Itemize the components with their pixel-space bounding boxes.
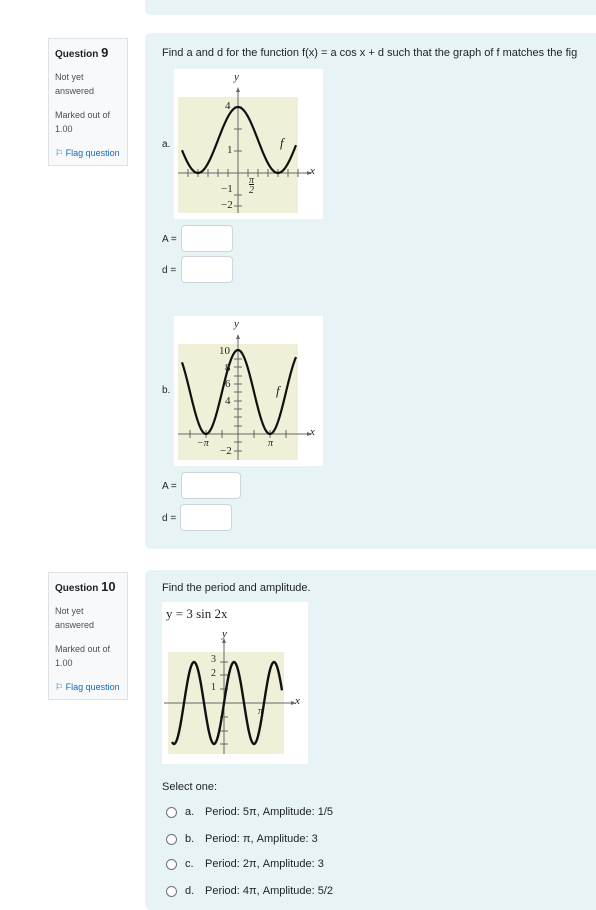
x-tick-label: −π [197, 438, 209, 449]
y-tick-label: 10 [219, 345, 230, 357]
flag-question-link[interactable]: ⚐ Flag question [55, 682, 120, 692]
y-axis-label: y [234, 318, 239, 330]
select-one-label: Select one: [162, 781, 218, 793]
y-axis-label: y [222, 628, 227, 640]
y-tick-label: 1 [211, 682, 216, 693]
field-label-a-d: d = [162, 265, 177, 276]
y-axis-label: y [234, 71, 239, 83]
field-label-b-d: d = [162, 513, 177, 524]
field-label-a-A: A = [162, 234, 177, 245]
x-axis-label: x [310, 165, 315, 177]
question-info-10 [48, 572, 128, 700]
x-axis-label: x [310, 426, 315, 438]
graph-q10 [162, 602, 308, 764]
part-label-a: a. [162, 139, 171, 150]
option-text: Period: 5π, Amplitude: 1/5 [205, 806, 334, 818]
x-tick-label: π [258, 706, 264, 717]
option-b[interactable]: b. Period: π, Amplitude: 3 [166, 833, 318, 845]
question-text: Find a and d for the function f(x) = a cos x + d such that the graph of f matches the fig [162, 47, 578, 59]
x-tick-label: π [268, 438, 274, 449]
answer-input-b-d[interactable] [180, 504, 232, 531]
y-tick-label: −1 [221, 183, 233, 195]
answer-input-a-d[interactable] [181, 256, 233, 283]
answer-input-a-A[interactable] [181, 225, 233, 252]
flag-question-link[interactable]: ⚐ Flag question [55, 148, 120, 158]
x-tick-label: π 2 [249, 175, 255, 196]
question-info-9 [48, 38, 128, 166]
option-text: Period: 4π, Amplitude: 5/2 [205, 885, 334, 897]
question-text: Find the period and amplitude. [162, 582, 311, 594]
y-tick-label: 2 [211, 668, 216, 679]
part-label-b: b. [162, 385, 171, 396]
y-tick-label: −2 [220, 445, 232, 457]
y-tick-label: 4 [225, 395, 231, 407]
cosine-graph-a [174, 69, 323, 219]
y-tick-label: −2 [221, 199, 233, 211]
option-d[interactable]: d. Period: 4π, Amplitude: 5/2 [166, 885, 333, 897]
radio-button[interactable] [166, 859, 177, 870]
option-a[interactable]: a. Period: 5π, Amplitude: 1/5 [166, 806, 333, 818]
sine-graph [162, 602, 308, 764]
previous-question-card [145, 0, 596, 15]
x-axis-label: x [295, 695, 300, 707]
question-number: Question 9 [55, 45, 109, 60]
y-tick-label: 1 [227, 144, 233, 156]
graph-a [174, 69, 323, 219]
option-c[interactable]: c. Period: 2π, Amplitude: 3 [166, 858, 324, 870]
question-grade: Marked out of 1.00 [55, 644, 111, 668]
y-tick-label: 6 [225, 378, 231, 390]
question-state: Not yet answered [55, 72, 95, 96]
graph-b [174, 316, 323, 466]
option-text: Period: π, Amplitude: 3 [205, 833, 318, 845]
y-tick-label: 3 [211, 654, 216, 665]
radio-button[interactable] [166, 834, 177, 845]
answer-input-b-A[interactable] [181, 472, 241, 499]
question-grade: Marked out of 1.00 [55, 110, 111, 134]
question-number: Question 10 [55, 579, 116, 594]
graph-equation: y = 3 sin 2x [166, 606, 228, 621]
field-label-b-A: A = [162, 481, 177, 492]
y-tick-label: 4 [225, 100, 231, 112]
radio-button[interactable] [166, 886, 177, 897]
y-tick-label: 8 [225, 362, 231, 374]
radio-button[interactable] [166, 807, 177, 818]
curve-label: f [280, 135, 284, 150]
flag-icon: ⚐ [55, 148, 64, 158]
flag-icon: ⚐ [55, 682, 64, 692]
curve-label: f [276, 383, 280, 398]
question-state: Not yet answered [55, 606, 95, 630]
option-text: Period: 2π, Amplitude: 3 [205, 858, 324, 870]
